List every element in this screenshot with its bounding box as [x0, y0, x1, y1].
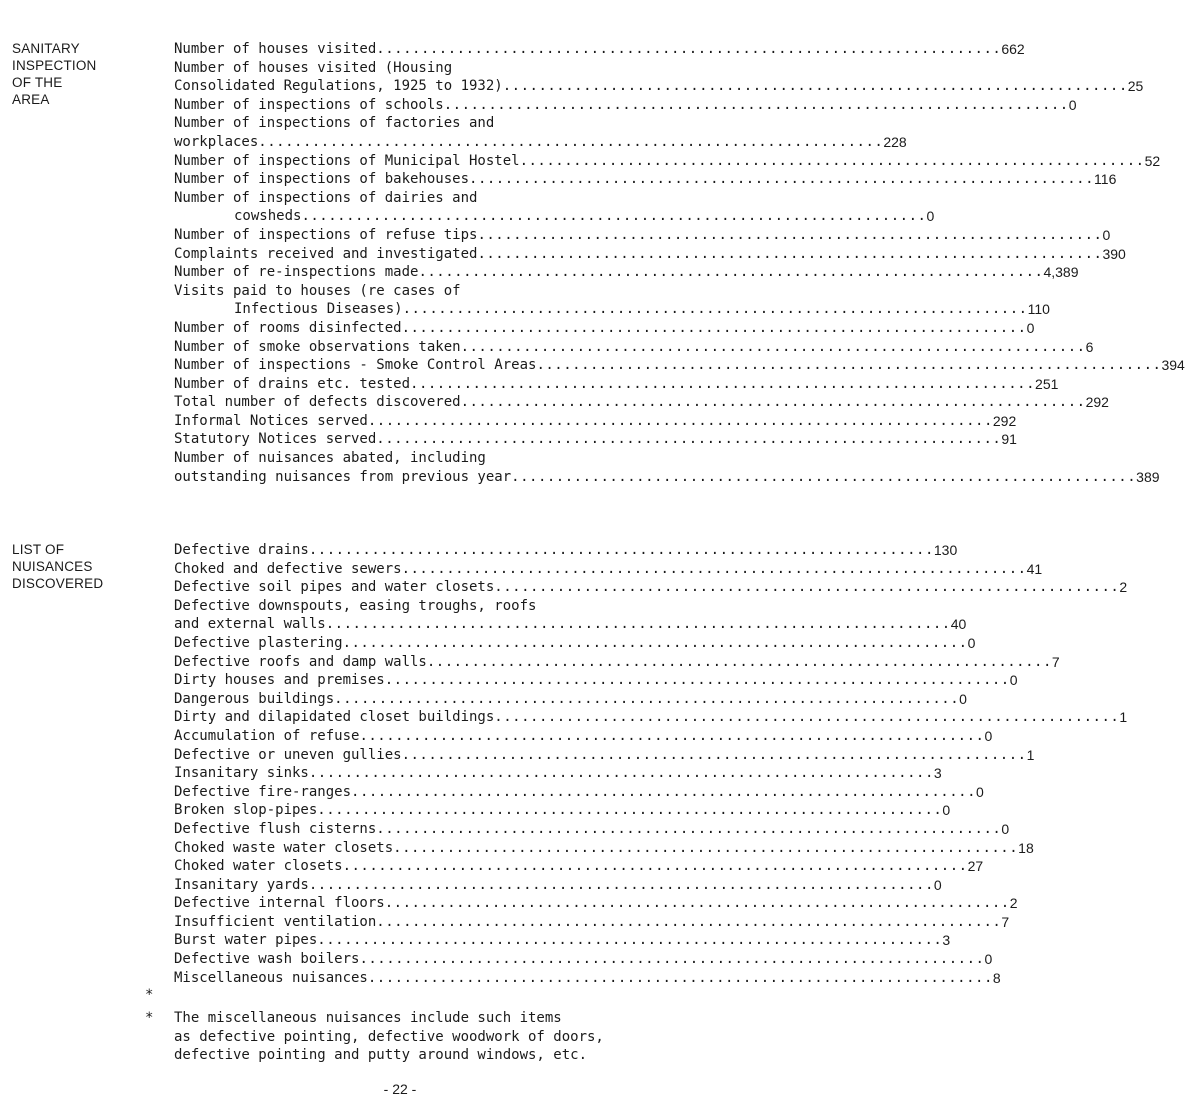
- dot-leader: ......................................................................: [477, 245, 1103, 262]
- item-text-line: Number of inspections of factories and: [174, 115, 495, 132]
- footnote-line: The miscellaneous nuisances include such items: [174, 1010, 562, 1026]
- section2-heading-line: NUISANCES: [12, 559, 93, 574]
- list-item: [174, 801, 951, 820]
- item-label: [174, 207, 926, 226]
- item-text-line: Number of rooms disinfected: [174, 319, 402, 336]
- item-label: [174, 226, 1102, 245]
- item-text-line: Broken slop-pipes: [174, 802, 318, 819]
- dot-leader: ......................................................................: [359, 951, 985, 968]
- item-label: [174, 746, 1027, 765]
- item-value: 2: [1009, 895, 1018, 912]
- item-text-line: Defective fire-ranges: [174, 783, 352, 800]
- dot-leader: ......................................................................: [342, 858, 968, 875]
- list-item: [174, 820, 1010, 839]
- section1-heading-line: SANITARY: [12, 41, 80, 56]
- section2-heading-line: DISCOVERED: [12, 576, 104, 591]
- dot-leader: ......................................................................: [384, 895, 1010, 912]
- item-value: 389: [1136, 468, 1160, 485]
- item-label: [174, 969, 993, 988]
- item-text-line: Choked waste water closets: [174, 839, 394, 856]
- item-label: [174, 894, 1010, 913]
- item-value: 41: [1026, 560, 1043, 577]
- list-item: [174, 950, 993, 969]
- item-text-line: Visits paid to houses (re cases of: [174, 282, 461, 299]
- item-value: 7: [1051, 653, 1060, 670]
- list-item: [174, 300, 1050, 319]
- item-label: [174, 96, 1069, 115]
- dot-leader: ......................................................................: [342, 634, 968, 651]
- dot-leader: ......................................................................: [426, 653, 1052, 670]
- sanitary-inspection-list: [174, 40, 1185, 486]
- list-item: [174, 894, 1018, 913]
- dot-leader: ......................................................................: [401, 560, 1027, 577]
- item-text-line: Choked and defective sewers: [174, 560, 402, 577]
- dot-leader: ......................................................................: [258, 133, 884, 150]
- item-text-line: Defective drains: [174, 542, 309, 558]
- item-text-line: Consolidated Regulations, 1925 to 1932): [174, 78, 503, 95]
- item-text-line: Total number of defects discovered: [174, 394, 461, 411]
- item-label: [174, 690, 959, 709]
- list-item: [174, 746, 1035, 765]
- item-label: [174, 578, 1119, 597]
- item-value: 1: [1119, 709, 1128, 726]
- item-value: 0: [933, 876, 942, 893]
- item-label: [174, 300, 1028, 319]
- item-value: 0: [967, 634, 976, 651]
- item-label: [174, 375, 1035, 394]
- list-item: [174, 133, 907, 152]
- item-value: 251: [1035, 375, 1059, 392]
- item-text-line: Defective soil pipes and water closets: [174, 579, 495, 596]
- item-value: 27: [967, 858, 984, 875]
- item-text-line: Number of houses visited (Housing: [174, 59, 453, 76]
- item-value: 0: [1001, 820, 1010, 837]
- asterisk-mark: *: [145, 987, 154, 1003]
- item-value: 40: [950, 616, 967, 633]
- item-label: [174, 931, 942, 950]
- list-item: [174, 412, 1017, 431]
- list-item: [174, 690, 967, 709]
- dot-leader: ......................................................................: [308, 765, 934, 782]
- dot-leader: ......................................................................: [519, 152, 1145, 169]
- item-label: [174, 356, 1161, 375]
- dot-leader: ......................................................................: [367, 969, 993, 986]
- list-item: [174, 783, 984, 802]
- list-item: [174, 653, 1060, 672]
- item-text-line: Choked water closets: [174, 858, 343, 875]
- item-text-line: Infectious Diseases): [234, 301, 403, 318]
- item-label: [174, 671, 1010, 690]
- item-value: 52: [1144, 152, 1161, 169]
- dot-leader: ......................................................................: [376, 820, 1002, 837]
- item-value: 7: [1001, 913, 1010, 930]
- dot-leader: ......................................................................: [443, 96, 1069, 113]
- item-text-line: Miscellaneous nuisances: [174, 969, 368, 986]
- list-item: [174, 913, 1010, 932]
- list-item: [174, 170, 1117, 189]
- dot-leader: ......................................................................: [401, 746, 1027, 763]
- item-label: [174, 783, 976, 802]
- item-value: 91: [1001, 431, 1017, 448]
- item-value: 0: [984, 727, 993, 744]
- item-value: 1: [1026, 746, 1035, 763]
- item-label: [174, 839, 1018, 858]
- item-label: [174, 615, 951, 634]
- section1-heading: [12, 40, 162, 108]
- item-label: [174, 319, 1027, 338]
- item-text-line: Burst water pipes: [174, 932, 318, 949]
- item-value: 662: [1001, 41, 1025, 57]
- dot-leader: ......................................................................: [469, 171, 1095, 188]
- dot-leader: ......................................................................: [384, 672, 1010, 689]
- dot-leader: ......................................................................: [351, 783, 977, 800]
- item-value: 390: [1102, 245, 1126, 262]
- dot-leader: ......................................................................: [317, 932, 943, 949]
- dot-leader: ......................................................................: [376, 41, 1002, 57]
- list-item: [174, 876, 942, 895]
- item-text-line: Number of houses visited: [174, 41, 377, 57]
- list-item: [174, 207, 935, 226]
- item-label: [174, 560, 1027, 579]
- item-text-line: Dangerous buildings: [174, 690, 335, 707]
- item-text-line: Accumulation of refuse: [174, 727, 360, 744]
- dot-leader: ......................................................................: [401, 319, 1027, 336]
- dot-leader: ......................................................................: [410, 375, 1036, 392]
- item-text-line: Defective downspouts, easing troughs, roofs: [174, 597, 537, 614]
- item-text-line: Number of drains etc. tested: [174, 375, 411, 392]
- list-item: [174, 152, 1161, 171]
- item-value: 116: [1094, 171, 1117, 188]
- item-label: [174, 764, 934, 783]
- dot-leader: ......................................................................: [536, 357, 1162, 374]
- item-text-line: Insanitary sinks: [174, 765, 309, 782]
- list-item: [174, 634, 976, 653]
- item-value: 0: [942, 802, 951, 819]
- dot-leader: ......................................................................: [308, 876, 934, 893]
- section1-heading-line: INSPECTION: [12, 58, 97, 73]
- list-item: [174, 541, 958, 560]
- item-value: 0: [1026, 319, 1035, 336]
- list-item: [174, 839, 1034, 858]
- item-value: 6: [1085, 338, 1094, 355]
- item-text-line: cowsheds: [234, 208, 302, 225]
- item-text-line: workplaces: [174, 133, 259, 150]
- dot-leader: ......................................................................: [494, 709, 1120, 726]
- item-value: 130: [933, 542, 958, 558]
- item-value: 228: [883, 133, 907, 150]
- dot-leader: ......................................................................: [325, 616, 951, 633]
- section2-heading: [12, 541, 162, 592]
- item-text-line: Defective roofs and damp walls: [174, 653, 427, 670]
- item-text-line: Number of re-inspections made: [174, 264, 419, 281]
- item-label: [174, 468, 1136, 487]
- list-item: [174, 96, 1077, 115]
- list-item: [174, 356, 1185, 375]
- item-label: [174, 430, 1001, 449]
- dot-leader: ......................................................................: [376, 431, 1002, 448]
- item-label: [174, 857, 968, 876]
- dot-leader: ......................................................................: [494, 579, 1120, 596]
- list-item: [174, 708, 1128, 727]
- item-text-line: Number of inspections of refuse tips: [174, 226, 478, 243]
- item-label: [174, 541, 934, 560]
- item-value: 4,389: [1043, 264, 1079, 281]
- item-label: [174, 393, 1086, 412]
- dot-leader: ......................................................................: [359, 727, 985, 744]
- dot-leader: ......................................................................: [376, 913, 1002, 930]
- item-value: 0: [1102, 226, 1111, 243]
- list-item: [174, 468, 1160, 487]
- item-value: 2: [1119, 579, 1128, 596]
- item-value: 0: [926, 208, 935, 225]
- item-label: [174, 40, 1001, 59]
- item-value: 0: [959, 690, 967, 707]
- item-label: [174, 653, 1052, 672]
- item-text-line: Number of nuisances abated, including: [174, 450, 486, 467]
- item-text-line: outstanding nuisances from previous year: [174, 468, 512, 485]
- item-text-line: and external walls: [174, 616, 326, 633]
- item-text-line: Statutory Notices served: [174, 431, 377, 448]
- item-text-line: Defective internal floors: [174, 895, 385, 912]
- item-value: 3: [933, 765, 942, 782]
- footnote: [145, 1009, 785, 1064]
- item-label: [174, 801, 942, 820]
- item-text-line: Informal Notices served: [174, 412, 368, 429]
- list-item: [174, 969, 1001, 988]
- item-value: 394: [1161, 357, 1185, 374]
- item-value: 18: [1018, 839, 1034, 856]
- list-item: [174, 560, 1043, 579]
- item-value: 25: [1127, 78, 1144, 95]
- list-item: [174, 857, 984, 876]
- item-value: 0: [1068, 96, 1077, 113]
- item-label: [174, 727, 984, 746]
- item-text-line: Number of inspections of dairies and: [174, 189, 478, 206]
- item-value: 110: [1027, 301, 1050, 318]
- item-text-line: Defective wash boilers: [174, 951, 360, 968]
- item-label: [174, 133, 883, 152]
- footnote-line: as defective pointing, defective woodwork of doors,: [174, 1028, 604, 1045]
- list-item: [174, 226, 1111, 245]
- dot-leader: ......................................................................: [367, 412, 993, 429]
- footnote-mark: *: [145, 1010, 154, 1026]
- item-value: 0: [976, 783, 984, 800]
- list-item: [174, 671, 1018, 690]
- item-label: [174, 876, 934, 895]
- list-item: [174, 727, 993, 746]
- section2-heading-line: LIST OF: [12, 542, 65, 557]
- dot-leader: ......................................................................: [460, 338, 1086, 355]
- item-value: 292: [1085, 394, 1109, 411]
- list-item: [174, 338, 1094, 357]
- dot-leader: ......................................................................: [402, 301, 1028, 318]
- item-label: [174, 820, 1001, 839]
- item-label: [174, 634, 968, 653]
- list-item: [174, 615, 967, 634]
- item-text-line: Defective flush cisterns: [174, 820, 377, 837]
- list-item: [174, 263, 1079, 282]
- list-item: [174, 578, 1128, 597]
- item-label: [174, 338, 1086, 357]
- item-value: 3: [942, 932, 951, 949]
- dot-leader: ......................................................................: [502, 78, 1128, 95]
- item-label: [174, 152, 1145, 171]
- dot-leader: ......................................................................: [460, 394, 1086, 411]
- list-item: [174, 319, 1035, 338]
- item-value: 8: [992, 969, 1001, 986]
- item-label: [174, 708, 1119, 727]
- item-value: 0: [1009, 672, 1018, 689]
- item-label: [174, 412, 993, 431]
- list-item: [174, 375, 1059, 394]
- item-label: [174, 245, 1102, 264]
- dot-leader: ......................................................................: [308, 542, 934, 558]
- dot-leader: ......................................................................: [317, 802, 943, 819]
- dot-leader: ......................................................................: [393, 839, 1019, 856]
- section1-heading-line: OF THE: [12, 75, 63, 90]
- item-text-line: Number of inspections - Smoke Control Areas: [174, 357, 537, 374]
- item-text-line: Number of inspections of schools: [174, 96, 444, 113]
- item-label: [174, 263, 1043, 282]
- item-text-line: Dirty houses and premises: [174, 672, 385, 689]
- list-item: [174, 77, 1144, 96]
- dot-leader: ......................................................................: [301, 208, 927, 225]
- list-item: [174, 393, 1109, 412]
- dot-leader: ......................................................................: [418, 264, 1044, 281]
- dot-leader: ......................................................................: [477, 226, 1103, 243]
- item-text-line: Insanitary yards: [174, 876, 309, 893]
- item-text-line: Number of inspections of Municipal Hostel: [174, 152, 520, 169]
- item-text-line: Defective plastering: [174, 634, 343, 651]
- page-number: - 22 -: [383, 1081, 417, 1097]
- list-item: [174, 430, 1017, 449]
- dot-leader: ......................................................................: [334, 690, 960, 707]
- item-label: [174, 170, 1094, 189]
- item-text-line: Dirty and dilapidated closet buildings: [174, 709, 495, 726]
- list-item: [174, 245, 1126, 264]
- item-text-line: Number of smoke observations taken: [174, 338, 461, 355]
- item-label: [174, 950, 984, 969]
- section1-heading-line: AREA: [12, 92, 50, 107]
- item-label: [174, 913, 1001, 932]
- list-item: [174, 931, 951, 950]
- item-text-line: Defective or uneven gullies: [174, 746, 402, 763]
- item-label: [174, 77, 1128, 96]
- item-text-line: Complaints received and investigated: [174, 245, 478, 262]
- footnote-line: defective pointing and putty around windows, etc.: [174, 1047, 588, 1064]
- item-value: 292: [992, 412, 1017, 429]
- list-item: [174, 40, 1025, 59]
- item-text-line: Insufficient ventilation: [174, 913, 377, 930]
- nuisances-list: [174, 541, 1128, 987]
- dot-leader: ......................................................................: [511, 468, 1137, 485]
- list-item: [174, 764, 942, 783]
- item-value: 0: [984, 951, 993, 968]
- item-text-line: Number of inspections of bakehouses: [174, 171, 470, 188]
